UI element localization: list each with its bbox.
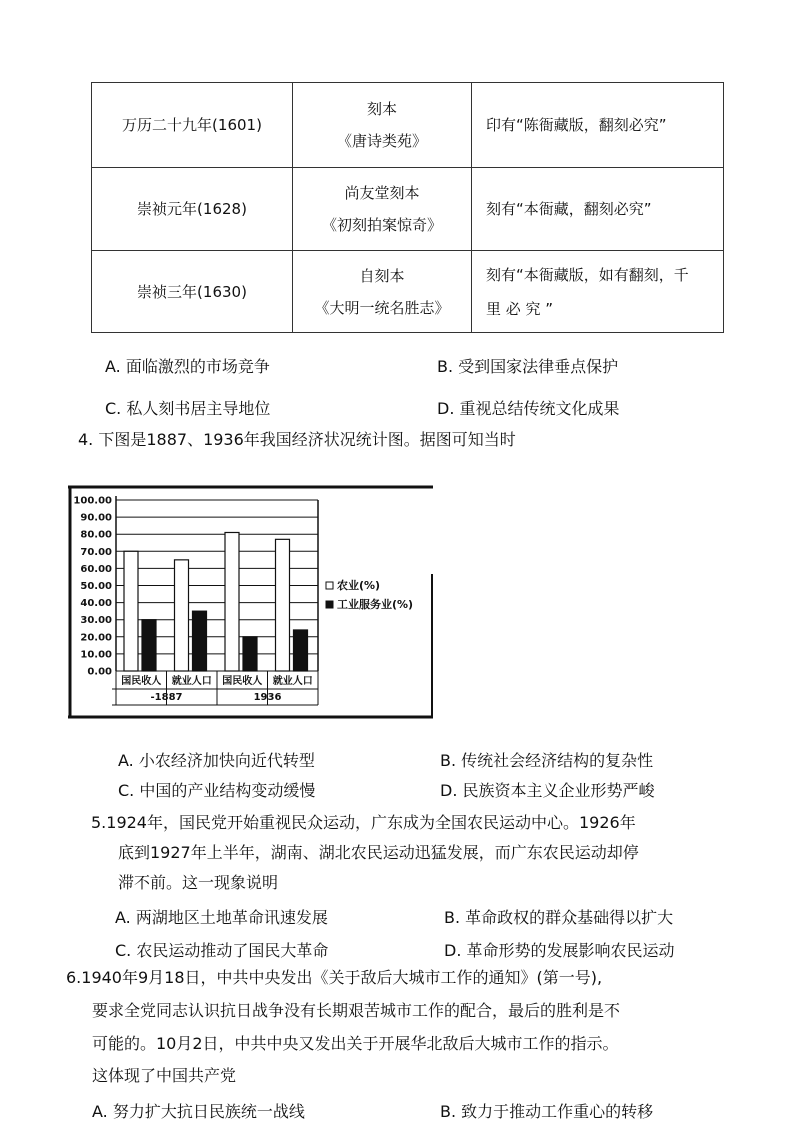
legend-swatch — [326, 582, 333, 589]
bar-industry-service — [142, 620, 156, 671]
book-title: 《初刻拍案惊奇》 — [321, 216, 442, 234]
x-group-label: 1936 — [253, 692, 282, 703]
note-cell: 印有“陈衙藏版，翻刻必究” — [472, 83, 724, 168]
bar-industry-service — [243, 637, 257, 671]
bar-industry-service — [294, 630, 308, 671]
q5-stem-line: 底到1927年上半年，湖南、湖北农民运动迅猛发展，而广东农民运动却停 — [118, 843, 639, 862]
book-cell — [293, 168, 472, 251]
bar-agriculture — [276, 539, 290, 671]
x-group-label: -1887 — [150, 692, 183, 703]
y-tick-label: 10.00 — [80, 649, 112, 661]
bar-agriculture — [175, 560, 189, 671]
y-tick-label: 0.00 — [87, 666, 112, 678]
table-row — [92, 251, 724, 333]
year-cell: 崇祯三年(1630) — [92, 251, 293, 333]
q5-stem-line: 滞不前。这一现象说明 — [118, 873, 279, 892]
bar-agriculture — [124, 551, 138, 671]
book-type: 尚友堂刻本 — [344, 184, 420, 202]
note-cell: 刻有“本衙藏，翻刻必究” — [472, 168, 724, 251]
q4-option-d: D. 民族资本主义企业形势严峻 — [440, 781, 655, 800]
bar-agriculture — [225, 532, 239, 671]
q4-option-a: A. 小农经济加快向近代转型 — [118, 751, 315, 770]
x-category-label: 就业人口 — [272, 676, 313, 687]
economy-bar-chart — [68, 484, 434, 720]
q3-option-d: D. 重视总结传统文化成果 — [437, 399, 620, 418]
q3-option-c: C. 私人刻书居主导地位 — [105, 399, 271, 418]
year-cell: 万历二十九年(1601) — [92, 83, 293, 168]
q3-option-b: B. 受到国家法律垂点保护 — [437, 357, 619, 376]
table-row — [92, 83, 724, 168]
note-cell — [472, 251, 724, 333]
q5-stem-line: 5.1924年，国民党开始重视民众运动，广东成为全国农民运动中心。1926年 — [91, 813, 636, 832]
q3-option-a: A. 面临激烈的市场竞争 — [105, 357, 270, 376]
book-title: 《大明一统名胜志》 — [314, 298, 450, 317]
table-row — [92, 168, 724, 251]
book-type: 自刻本 — [359, 266, 405, 285]
q5-option-a: A. 两湖地区土地革命讯速发展 — [115, 908, 328, 927]
y-tick-label: 20.00 — [80, 632, 112, 644]
bar-industry-service — [193, 611, 207, 671]
book-cell — [293, 251, 472, 333]
y-tick-label: 90.00 — [80, 512, 112, 524]
q5-option-d: D. 革命形势的发展影响农民运动 — [444, 941, 675, 960]
y-tick-label: 30.00 — [80, 615, 112, 627]
q6-stem-line: 可能的。10月2日，中共中央又发出关于开展华北敌后大城市工作的指示。 — [92, 1034, 619, 1053]
book-title: 《唐诗类苑》 — [336, 132, 427, 150]
book-cell — [293, 83, 472, 168]
x-category-label: 国民收人 — [121, 676, 162, 687]
note-line: 里 必 究 ” — [486, 299, 554, 318]
legend-swatch — [326, 601, 333, 608]
year-cell: 崇祯元年(1628) — [92, 168, 293, 251]
y-tick-label: 50.00 — [80, 581, 112, 592]
y-tick-label: 40.00 — [80, 598, 112, 610]
q6-option-b: B. 致力于推动工作重心的转移 — [440, 1102, 654, 1121]
chart-svg — [68, 484, 434, 720]
book-table — [91, 82, 724, 333]
q5-option-c: C. 农民运动推动了国民大革命 — [115, 941, 329, 960]
y-tick-label: 70.00 — [80, 546, 112, 558]
q5-option-b: B. 革命政权的群众基础得以扩大 — [444, 908, 674, 927]
y-tick-label: 80.00 — [80, 529, 112, 541]
legend-label: 农业(%) — [337, 579, 381, 592]
q6-option-a: A. 努力扩大抗日民族统一战线 — [92, 1102, 305, 1121]
q6-stem-line: 6.1940年9月18日，中共中央发出《关于敌后大城市工作的通知》(第一号), — [66, 968, 603, 987]
legend-label: 工业服务业(%) — [337, 598, 414, 611]
q6-stem-line: 这体现了中国共产党 — [92, 1066, 237, 1085]
note-line: 刻有“本衙藏版，如有翻刻，千 — [486, 265, 689, 284]
q6-stem-line: 要求全党同志认识抗日战争没有长期艰苦城市工作的配合，最后的胜利是不 — [92, 1001, 621, 1020]
x-category-label: 国民收人 — [222, 676, 263, 687]
q4-option-c: C. 中国的产业结构变动缓慢 — [118, 781, 316, 800]
x-category-label: 就业人口 — [171, 676, 212, 687]
y-tick-label: 60.00 — [80, 563, 112, 575]
q4-option-b: B. 传统社会经济结构的复杂性 — [440, 751, 654, 770]
book-type: 刻本 — [366, 100, 397, 118]
y-tick-label: 100.00 — [73, 495, 112, 507]
q4-stem: 4. 下图是1887、1936年我国经济状况统计图。据图可知当时 — [78, 430, 516, 449]
